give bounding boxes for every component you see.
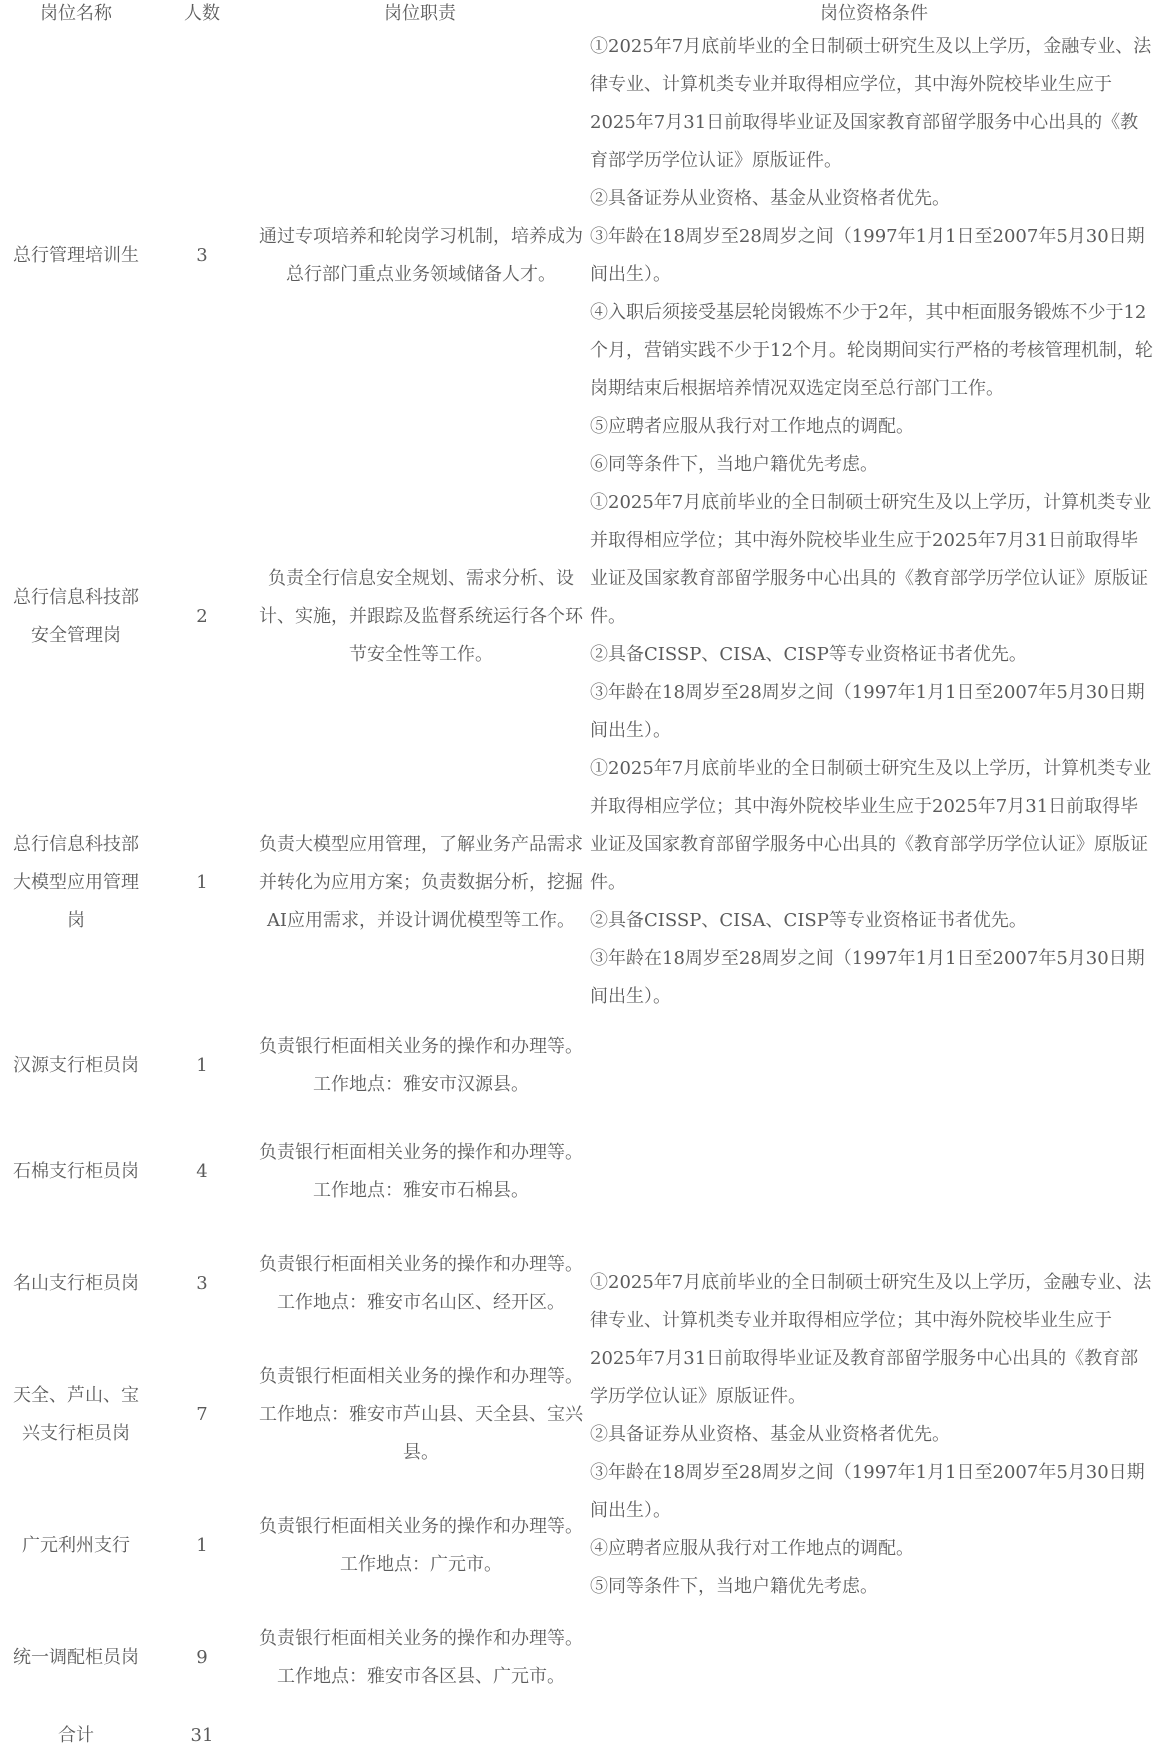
duty-location: 工作地点：雅安市各区县、广元市。 (277, 1666, 565, 1687)
qual-item: ④应聘者应服从我行对工作地点的调配。 (590, 1538, 914, 1559)
position-name: 统一调配柜员岗 (13, 1647, 139, 1668)
position-count: 2 (196, 606, 208, 627)
position-name: 名山支行柜员岗 (13, 1273, 139, 1294)
header-duty: 岗位职责 (384, 3, 456, 24)
qual-item: ⑤应聘者应服从我行对工作地点的调配。 (590, 416, 914, 437)
qual-item: ④入职后须接受基层轮岗锻炼不少于2年，其中柜面服务锻炼不少于12个月，营销实践不少于12个月。轮岗期间实行严格的考核管理机制，轮岗期结束后根据培养情况双选定岗至总行部门工作。 (590, 302, 1153, 399)
table-row (0, 484, 1160, 750)
position-count: 3 (196, 245, 208, 266)
position-qualification (588, 750, 1160, 1016)
qual-item: ③年龄在18周岁至28周岁之间（1997年1月1日至2007年5月30日期间出生）。 (590, 226, 1145, 285)
position-name: 广元利州支行 (22, 1535, 130, 1556)
position-name: 天全、芦山、宝兴支行柜员岗 (13, 1385, 139, 1444)
duty-text: 负责银行柜面相关业务的操作和办理等。 (259, 1142, 583, 1163)
empty-cell (252, 1714, 588, 1758)
position-count: 3 (196, 1273, 208, 1294)
position-duty (252, 1228, 588, 1340)
qual-item: ③年龄在18周岁至28周岁之间（1997年1月1日至2007年5月30日期间出生）。 (590, 1462, 1145, 1521)
duty-text: 负责银行柜面相关业务的操作和办理等。 (259, 1366, 583, 1387)
header-count: 人数 (184, 3, 220, 24)
qual-item: ②具备证券从业资格、基金从业资格者优先。 (590, 188, 950, 209)
shared-qualification (588, 1016, 1160, 1714)
qual-item: ③年龄在18周岁至28周岁之间（1997年1月1日至2007年5月30日期间出生）。 (590, 948, 1145, 1007)
position-duty (252, 1490, 588, 1602)
duty-text: 负责银行柜面相关业务的操作和办理等。工作地点：雅安市汉源县。 (259, 1036, 583, 1095)
qual-item: ①2025年7月底前毕业的全日制硕士研究生及以上学历，金融专业、法律专业、计算机类专业并取得相应学位，其中海外院校毕业生应于2025年7月31日前取得毕业证及国家教育部留学服务中心出具的《教育部学历学位认证》原版证件。 (590, 36, 1152, 171)
position-count: 1 (196, 872, 208, 893)
duty-text: 负责银行柜面相关业务的操作和办理等。 (259, 1516, 583, 1537)
position-name: 石棉支行柜员岗 (13, 1161, 139, 1182)
qual-item: ⑥同等条件下，当地户籍优先考虑。 (590, 454, 878, 475)
table-row (0, 750, 1160, 1016)
qual-item: ②具备CISSP、CISA、CISP等专业资格证书者优先。 (590, 644, 1027, 665)
qual-item: ⑤同等条件下，当地户籍优先考虑。 (590, 1576, 878, 1597)
position-duty (252, 484, 588, 750)
position-count: 9 (196, 1647, 208, 1668)
table-row (0, 28, 1160, 484)
position-duty (252, 1340, 588, 1490)
position-qualification (588, 28, 1160, 484)
duty-location: 工作地点：雅安市名山区、经开区。 (277, 1292, 565, 1313)
duty-text: 通过专项培养和轮岗学习机制，培养成为总行部门重点业务领域储备人才。 (259, 226, 583, 285)
empty-cell (588, 1714, 1160, 1758)
position-name: 总行信息科技部安全管理岗 (13, 587, 139, 646)
duty-location: 工作地点：雅安市石棉县。 (313, 1180, 529, 1201)
qual-item: ②具备证券从业资格、基金从业资格者优先。 (590, 1424, 950, 1445)
qual-item: ①2025年7月底前毕业的全日制硕士研究生及以上学历，金融专业、法律专业、计算机类专业并取得相应学位；其中海外院校毕业生应于2025年7月31日前取得毕业证及教育部留学服务中心出具的《教育部学历学位认证》原版证件。 (590, 1272, 1152, 1407)
duty-text: 负责银行柜面相关业务的操作和办理等。 (259, 1254, 583, 1275)
position-name: 总行管理培训生 (13, 245, 139, 266)
position-duty (252, 1016, 588, 1116)
duty-location: 工作地点：雅安市芦山县、天全县、宝兴县。 (259, 1404, 583, 1463)
header-qualification: 岗位资格条件 (820, 3, 928, 24)
position-count: 4 (196, 1161, 208, 1182)
duty-text: 负责全行信息安全规划、需求分析、设计、实施，并跟踪及监督系统运行各个环节安全性等工作。 (259, 568, 583, 665)
position-count: 1 (196, 1535, 208, 1556)
header-position-name: 岗位名称 (40, 3, 112, 24)
duty-text: 负责大模型应用管理，了解业务产品需求并转化为应用方案；负责数据分析，挖掘AI应用需求，并设计调优模型等工作。 (259, 834, 583, 931)
qual-item: ③年龄在18周岁至28周岁之间（1997年1月1日至2007年5月30日期间出生）。 (590, 682, 1145, 741)
position-count: 1 (196, 1055, 208, 1076)
duty-location: 工作地点：广元市。 (340, 1554, 502, 1575)
qual-item: ②具备CISSP、CISA、CISP等专业资格证书者优先。 (590, 910, 1027, 931)
total-row (0, 1714, 1160, 1758)
total-label: 合计 (58, 1725, 94, 1746)
duty-text: 负责银行柜面相关业务的操作和办理等。 (259, 1628, 583, 1649)
table-row (0, 1016, 1160, 1116)
position-name: 总行信息科技部大模型应用管理岗 (13, 834, 139, 931)
position-duty (252, 28, 588, 484)
table-header-row (0, 0, 1160, 28)
qual-item: ①2025年7月底前毕业的全日制硕士研究生及以上学历，计算机类专业并取得相应学位；其中海外院校毕业生应于2025年7月31日前取得毕业证及国家教育部留学服务中心出具的《教育部学历学位认证》原版证件。 (590, 758, 1152, 893)
position-duty (252, 1116, 588, 1228)
position-count: 7 (196, 1404, 208, 1425)
total-count: 31 (190, 1725, 214, 1746)
position-duty (252, 1602, 588, 1714)
position-qualification (588, 484, 1160, 750)
position-duty (252, 750, 588, 1016)
qual-item: ①2025年7月底前毕业的全日制硕士研究生及以上学历，计算机类专业并取得相应学位；其中海外院校毕业生应于2025年7月31日前取得毕业证及国家教育部留学服务中心出具的《教育部学历学位认证》原版证件。 (590, 492, 1152, 627)
position-name: 汉源支行柜员岗 (13, 1055, 139, 1076)
